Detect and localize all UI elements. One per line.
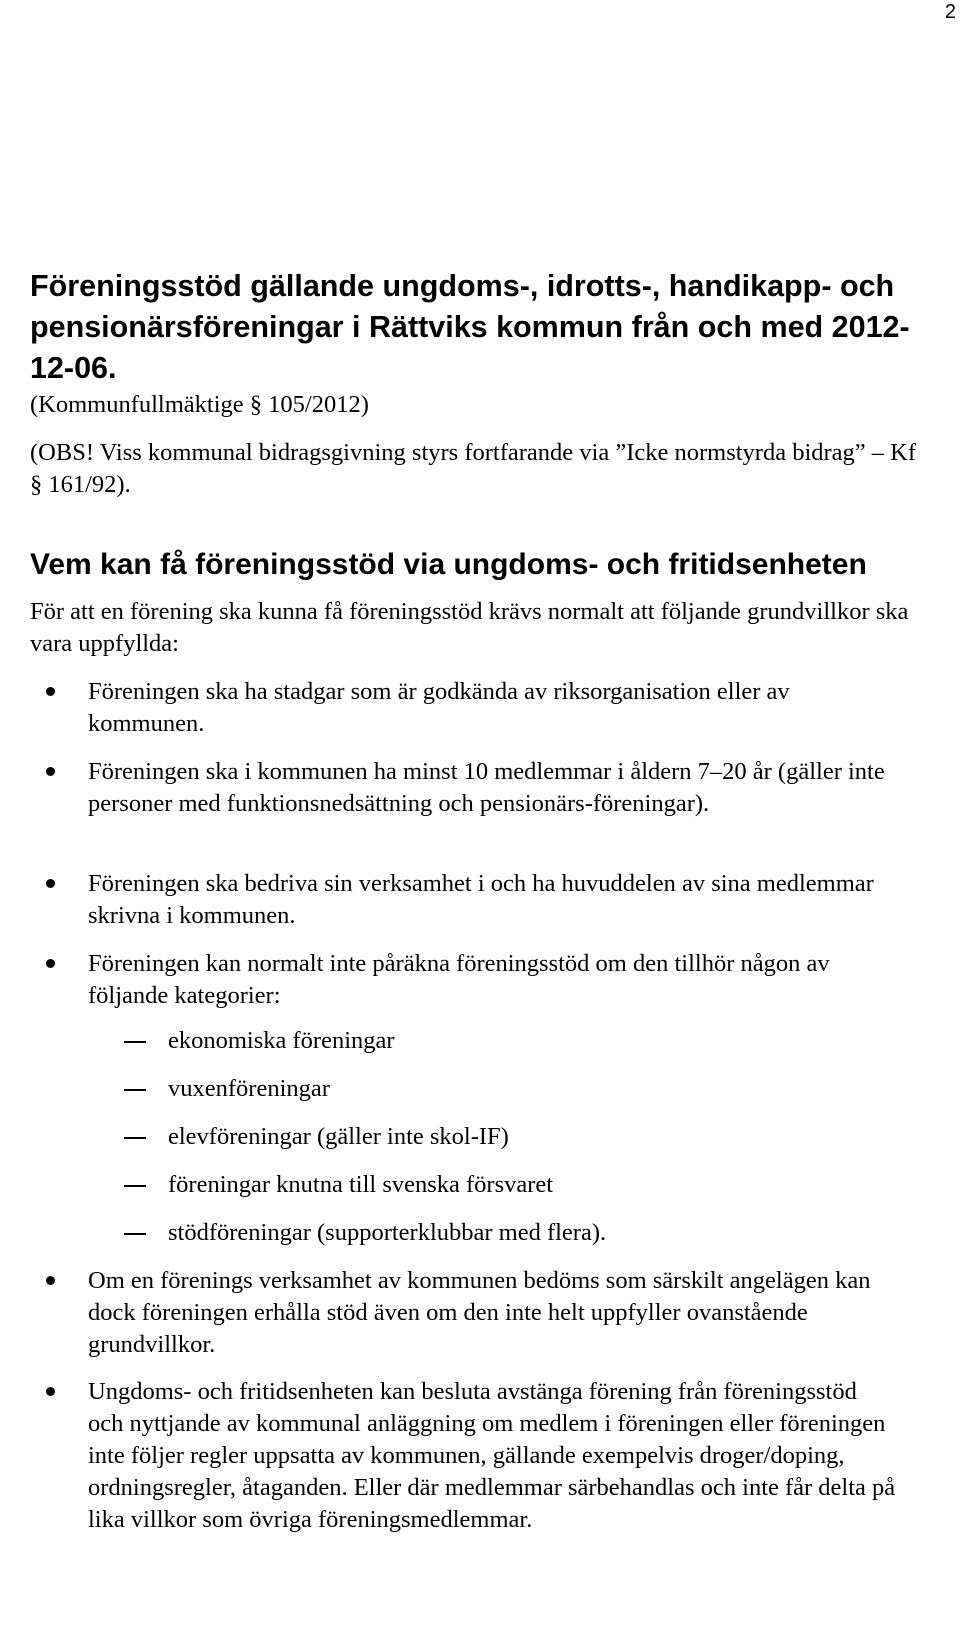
category-item: föreningar knutna till svenska försvaret bbox=[168, 1169, 868, 1201]
obs-note: (OBS! Viss kommunal bidragsgivning styrs fortfarande via ”Icke normstyrda bidrag” – Kf § 161/92). bbox=[30, 439, 917, 498]
section-heading: Vem kan få föreningsstöd via ungdoms- och fritidsenheten bbox=[30, 548, 867, 581]
bullet-item: Föreningen ska ha stadgar som är godkända av riksorganisation eller av kommunen. bbox=[88, 676, 898, 740]
document-title: Föreningsstöd gällande ungdoms-, idrotts-, handikapp- och pensionärsföreningar i Rättviks kommun från och med 2012-12-06. bbox=[30, 269, 910, 385]
bullet-item: Ungdoms- och fritidsenheten kan besluta avstänga förening från föreningsstöd och nyttjande av kommunal anläggning om medlem i föreningen eller föreningen inte följer regler uppsatta av kommunen, gällande exempelvis droger/doping, ordningsregler, åtaganden. Eller där medlemmar särbehandlas och inte får delta på lika villkor som övriga föreningsmedlemmar. bbox=[88, 1376, 898, 1536]
bullet-item: Föreningen ska i kommunen ha minst 10 medlemmar i åldern 7–20 år (gäller inte personer med funktionsnedsättning och pensionärs-föreningar). bbox=[88, 756, 898, 820]
category-item: vuxenföreningar bbox=[168, 1073, 868, 1105]
bullet-item: Om en förenings verksamhet av kommunen bedöms som särskilt angelägen kan dock föreningen erhålla stöd även om den inte helt uppfyller ovanstående grundvillkor. bbox=[88, 1265, 898, 1361]
category-item: elevföreningar (gäller inte skol-IF) bbox=[168, 1121, 868, 1153]
category-item: ekonomiska föreningar bbox=[168, 1025, 868, 1057]
bullet-item: Föreningen kan normalt inte påräkna föreningsstöd om den tillhör någon av följande kategorier: bbox=[88, 948, 898, 1012]
category-item: stödföreningar (supporterklubbar med flera). bbox=[168, 1217, 868, 1249]
decision-reference: (Kommunfullmäktige § 105/2012) bbox=[30, 391, 369, 418]
section-intro: För att en förening ska kunna få föreningsstöd krävs normalt att följande grundvillkor ska vara uppfyllda: bbox=[30, 598, 909, 657]
page-number: 2 bbox=[944, 1, 956, 23]
bullet-item: Föreningen ska bedriva sin verksamhet i och ha huvuddelen av sina medlemmar skrivna i kommunen. bbox=[88, 868, 898, 932]
